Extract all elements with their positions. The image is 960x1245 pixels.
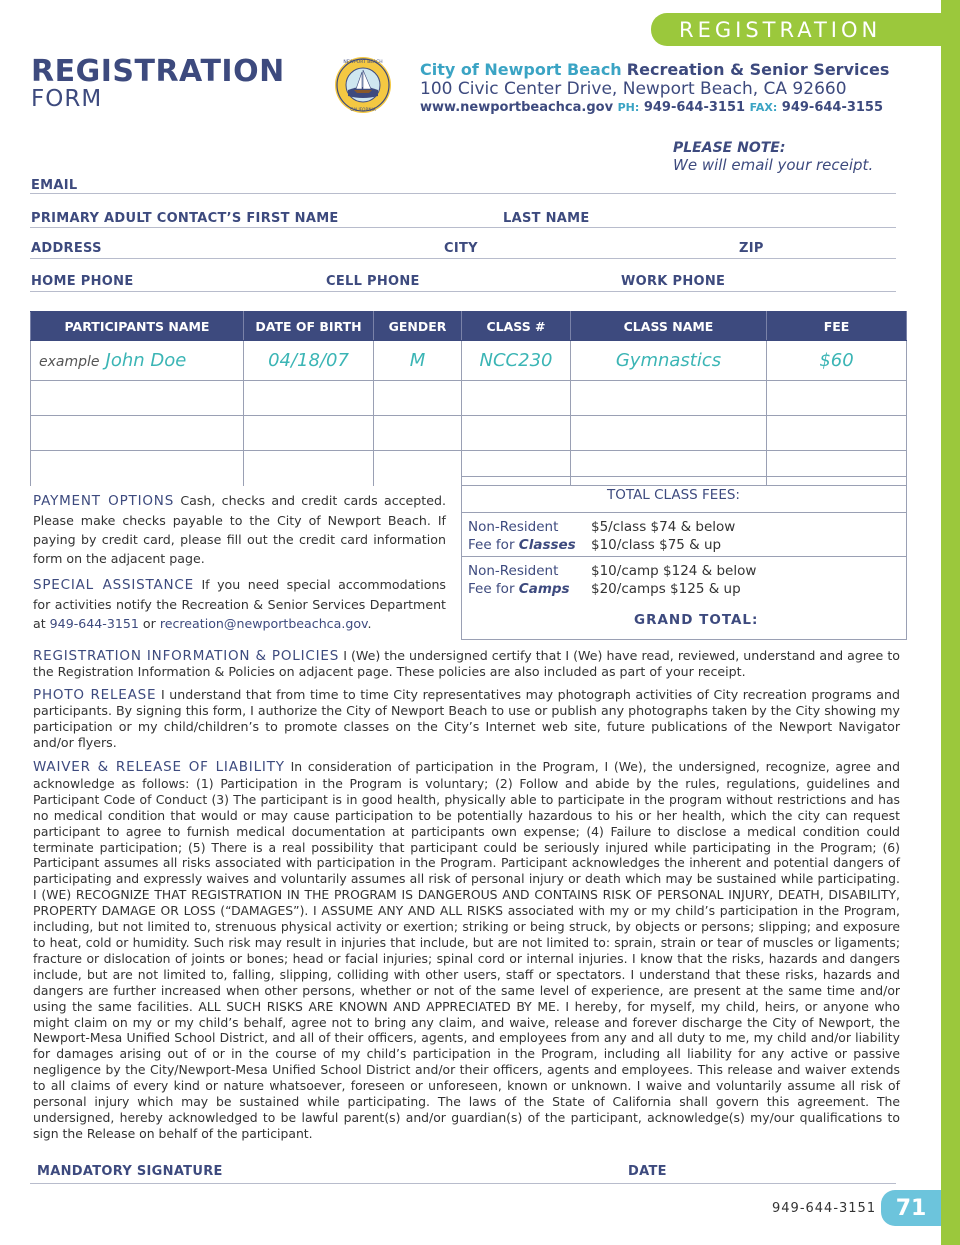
column-header: GENDER	[374, 312, 462, 341]
example-class-num-cell	[462, 341, 571, 381]
example-gender: M	[409, 350, 426, 371]
signature-label: MANDATORY SIGNATURE	[37, 1164, 223, 1179]
date-label: DATE	[628, 1164, 667, 1179]
example-gender-cell	[374, 341, 462, 381]
example-dob: 04/18/07	[268, 350, 349, 371]
special-phone: 949-644-3151	[49, 616, 139, 631]
website-link[interactable]: www.newportbeachca.gov	[420, 100, 614, 115]
column-header: DATE OF BIRTH	[244, 312, 374, 341]
waiver-heading: WAIVER & RELEASE OF LIABILITY	[33, 759, 285, 775]
org-dept: Recreation & Senior Services	[626, 60, 890, 79]
work-phone-label: WORK PHONE	[621, 274, 726, 289]
side-accent-bar	[941, 0, 960, 1245]
form-subtitle: FORM	[31, 86, 103, 112]
note-text: We will email your receipt.	[673, 156, 874, 174]
phone-number: 949-644-3151	[643, 100, 746, 115]
nonres-camps-line1: Non-Resident	[468, 563, 559, 579]
address-label: ADDRESS	[31, 241, 102, 256]
cell-phone-label: CELL PHONE	[326, 274, 420, 289]
note-title: PLEASE NOTE:	[673, 140, 786, 156]
total-class-fees-row	[462, 477, 906, 513]
form-title: REGISTRATION	[31, 54, 285, 89]
last-name-label: LAST NAME	[503, 211, 590, 226]
waiver-text: In consideration of participation in the Program, I (We), the undersigned, recognize, agree and acknowledge as follows: (1) Participation in the Program is voluntary; (2) Follow and abide by the rules, regulations, guidelines and Participant Code of Conduct (3) The participant is in good health, physically able to participate in the program without restrictions and has no medical condition that would or may cause participation to be potentially hazardous to his or her health, which the city can request participant to agree to furnish medical documentation at participants own expense; (4) Failure to disclose a medical condition could terminate participation; (5) There is a real possibility that participant could be seriously injured while participating in the Program; (6) Participant assumes all risks associated with participation in the Program. Participant acknowledges the inherent and potential dangers of participating and expressly waives and voluntarily assumes all risk of personal injury or death which may be sustained while participating. I (WE) RECOGNIZE THAT REGISTRATION IN THE PROGRAM IS DANGEROUS AND CONTAINS RISK OF PERSONAL INJURY, DEATH, DISABILITY, PROPERTY DAMAGE OR LOSS (“DAMAGES”). I ASSUME ANY AND ALL RISKS associated with my or my child’s participation in the Program, including, but not limited to, strenuous physical activity or exertion; striking or being struck, by objects or persons; slipping; and exposure to heat, cold or humidity. Such risk may result in injuries that include, but are not limited to: sprain, strain or tear of muscles or ligaments; fracture or dislocation of joints or bones; head or facial injuries; spinal cord or internal injuries. I know that the risks, hazards and dangers include, but are not limited to, falling, slipping, colliding with other users, staff or spectators. I understand that these risks, hazards and dangers are further increased when other persons, whether or not of the same level of experience, are present at the same time and/or using the same facilities. ALL SUCH RISKS ARE KNOWN AND APPRECIATED BY ME. I hereby, for myself, my child, heirs, or anyone who might claim on my or my child’s behalf, agree not to bring any claim, and waive, release and forever discharge the City of Newport, the Newport-Mesa Unified School District, and all of their officers, agents, and employees from any and all duty to me, my child and/or liability for damages arising out of or in the course of my child’s participation in the Program, including all liability for any active or passive negligence by the City/Newport-Mesa Unified School District and/or their officers, agents and employees. This release and waiver extends to all claims of every kind or nature whatsoever, foreseen or unforeseen, known or unknown. I waive and voluntarily assume all risk of personal injury which may be sustained while participating. The laws of the State of California shall govern this agreement. The undersigned, hereby acknowledged to be lawful parent(s) and/or guardian(s) of the participant, acknowledge(s) my/our qualifications to sign the Release on behalf of the participant.	[33, 759, 900, 1141]
nonres-camps-line2: Fee for	[468, 581, 515, 597]
example-class-name-cell	[571, 341, 767, 381]
zip-label: ZIP	[739, 241, 764, 256]
payment-heading: PAYMENT OPTIONS	[33, 493, 175, 509]
photo-release-heading: PHOTO RELEASE	[33, 687, 157, 703]
reg-policies-text: I (We) the undersigned certify that I (We) have read, reviewed, understand and agree to the Registration Information & Policies on adjacent page. These policies are also included as part of your receipt.	[33, 648, 900, 679]
phone-label: PH:	[617, 101, 640, 114]
svg-text:CALIFORNIA: CALIFORNIA	[350, 107, 376, 112]
example-fee: $60	[819, 350, 854, 371]
classes-rate-2: $10/class $75 & up	[591, 537, 722, 553]
payment-options	[33, 491, 446, 568]
nonres-camps-row	[462, 557, 906, 601]
example-name: John Doe	[105, 350, 187, 371]
table-row[interactable]	[31, 381, 907, 416]
example-class-name: Gymnastics	[615, 350, 722, 371]
registration-tab: REGISTRATION	[651, 13, 951, 46]
example-label: example	[39, 354, 100, 370]
reg-policies-heading: REGISTRATION INFORMATION & POLICIES	[33, 648, 340, 664]
nonres-camps-label	[468, 562, 570, 598]
org-name	[420, 60, 889, 79]
receipt-note	[673, 140, 873, 174]
photo-release-text: I understand that from time to time City representatives may photograph activities of City recreation programs and participants. By signing this form, I authorize the City of Newport Beach to use or publish any photographs taken by the City showing my participation or my child/children’s to promote classes on the City’s Internet web site, future publications of the Newport Navigator and/or flyers.	[33, 687, 900, 750]
fees-box	[461, 476, 907, 640]
table-header-row	[31, 312, 907, 341]
example-name-cell	[31, 341, 244, 381]
table-row[interactable]	[31, 416, 907, 451]
grand-total-label: GRAND TOTAL:	[634, 612, 759, 628]
nonres-classes-line3: Classes	[518, 537, 576, 553]
nonres-classes-line1: Non-Resident	[468, 519, 559, 535]
email-field[interactable]	[30, 193, 896, 194]
footer-phone: 949-644-3151	[772, 1201, 877, 1216]
example-dob-cell	[244, 341, 374, 381]
nonres-classes-label	[468, 518, 576, 554]
fax-label: FAX:	[749, 101, 778, 114]
registration-policies	[33, 648, 900, 680]
camps-rate-1: $10/camp $124 & below	[591, 563, 757, 579]
column-header: FEE	[767, 312, 907, 341]
column-header: PARTICIPANTS NAME	[31, 312, 244, 341]
classes-rates	[591, 518, 735, 554]
example-row	[31, 341, 907, 381]
special-text: If you need special accommodations for activities notify the Recreation & Senior Services Department at	[33, 577, 446, 631]
example-fee-cell	[767, 341, 907, 381]
name-field[interactable]	[30, 227, 896, 228]
special-or: or	[142, 616, 156, 631]
camps-rate-2: $20/camps $125 & up	[591, 581, 741, 597]
total-class-fees-label: TOTAL CLASS FEES:	[607, 487, 740, 503]
svg-text:NEWPORT BEACH: NEWPORT BEACH	[343, 60, 383, 65]
page-number: 71	[881, 1190, 941, 1226]
home-phone-label: HOME PHONE	[31, 274, 134, 289]
participants-table	[30, 311, 907, 486]
org-contact	[420, 100, 883, 115]
photo-release	[33, 687, 900, 751]
first-name-label: PRIMARY ADULT CONTACT’S FIRST NAME	[31, 211, 339, 226]
column-header: CLASS NAME	[571, 312, 767, 341]
org-address: 100 Civic Center Drive, Newport Beach, CA 92660	[420, 79, 847, 99]
special-heading: SPECIAL ASSISTANCE	[33, 577, 194, 593]
nonres-camps-line3: Camps	[518, 581, 570, 597]
city-label: CITY	[444, 241, 478, 256]
nonres-classes-row	[462, 513, 906, 557]
city-seal-logo	[334, 56, 392, 114]
email-label: EMAIL	[31, 178, 78, 193]
org-city: City of Newport Beach	[420, 60, 622, 79]
column-header: CLASS #	[462, 312, 571, 341]
waiver-release	[33, 759, 900, 1142]
special-assistance	[33, 575, 446, 633]
phone-field[interactable]	[30, 291, 896, 292]
special-email-link[interactable]: recreation@newportbeachca.gov	[159, 616, 368, 631]
fax-number: 949-644-3155	[781, 100, 884, 115]
example-class-num: NCC230	[479, 350, 553, 371]
camps-rates	[591, 562, 756, 598]
payment-text: Cash, checks and credit cards accepted. Please make checks payable to the City of Newport Beach. If paying by credit card, please fill out the credit card information form on the adjacent page.	[33, 493, 446, 566]
special-end: .	[367, 616, 372, 631]
classes-rate-1: $5/class $74 & below	[591, 519, 736, 535]
address-field[interactable]	[30, 258, 896, 259]
nonres-classes-line2: Fee for	[468, 537, 515, 553]
signature-field[interactable]	[30, 1183, 896, 1184]
